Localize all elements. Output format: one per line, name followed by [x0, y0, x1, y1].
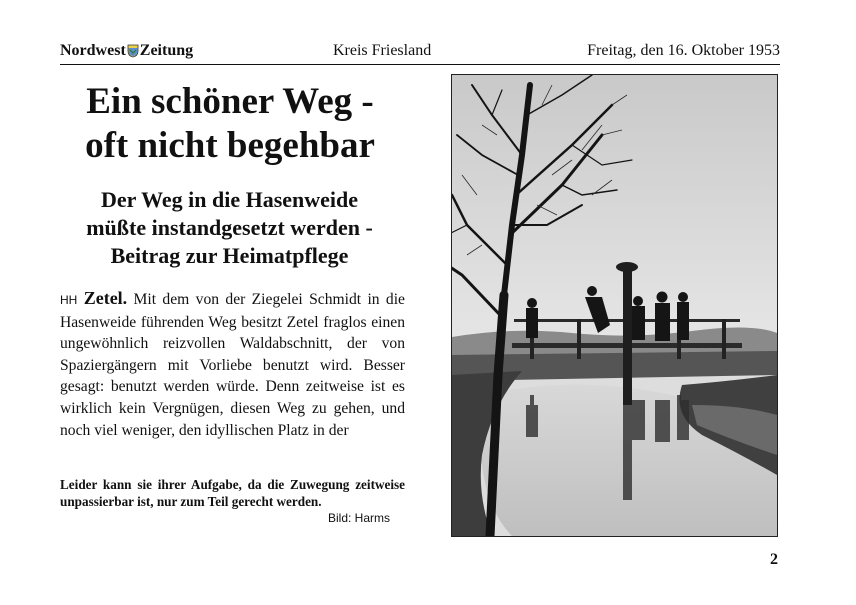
subhead-line-3: Beitrag zur Heimatpflege	[110, 243, 349, 268]
newspaper-masthead	[60, 42, 193, 60]
photo-credit: Bild: Harms	[328, 511, 391, 525]
masthead-name-right: Zeitung	[139, 42, 194, 59]
body-paragraph: Mit dem von der Ziegelei Schmidt in die Hasenweide führenden Weg besitzt Zetel fraglos einen ungewöhnlich reizvollen Waldabschnitt, der von Spaziergängern mit Vorliebe benutzt wird. Besser gesagt: benutzt werden würde. Denn zeitweise ist es wirklich kein Vergnügen, diesen Weg zu gehen, und noch viel weniger, den idyllischen Platz in der	[60, 291, 405, 439]
subhead-line-1: Der Weg in die Hasenweide	[100, 187, 359, 212]
header-rule	[60, 64, 780, 65]
article-photo	[451, 74, 778, 537]
photo-caption: Leider kann sie ihrer Aufgabe, da die Zuwegung zeitweise unpassierbar ist, nur zum Teil gerecht werden.	[60, 477, 405, 510]
page-number: 2	[770, 551, 778, 568]
article-subheadline	[52, 186, 407, 270]
page-header	[60, 42, 780, 64]
article-headline	[55, 80, 405, 168]
dateline: Zetel.	[83, 288, 128, 308]
headline-line-1: Ein schöner Weg -	[86, 81, 374, 122]
coat-of-arms-icon	[127, 44, 139, 58]
issue-date: Freitag, den 16. Oktober 1953	[587, 42, 780, 59]
photo-bridge-scene	[452, 75, 777, 536]
subhead-line-2: müßte instandgesetzt werden -	[86, 215, 373, 240]
headline-line-2: oft nicht begehbar	[85, 125, 375, 166]
author-initials: HH	[60, 293, 78, 307]
article-body	[60, 288, 405, 441]
district-label: Kreis Friesland	[333, 42, 432, 59]
masthead-name-left: Nordwest	[60, 42, 126, 59]
